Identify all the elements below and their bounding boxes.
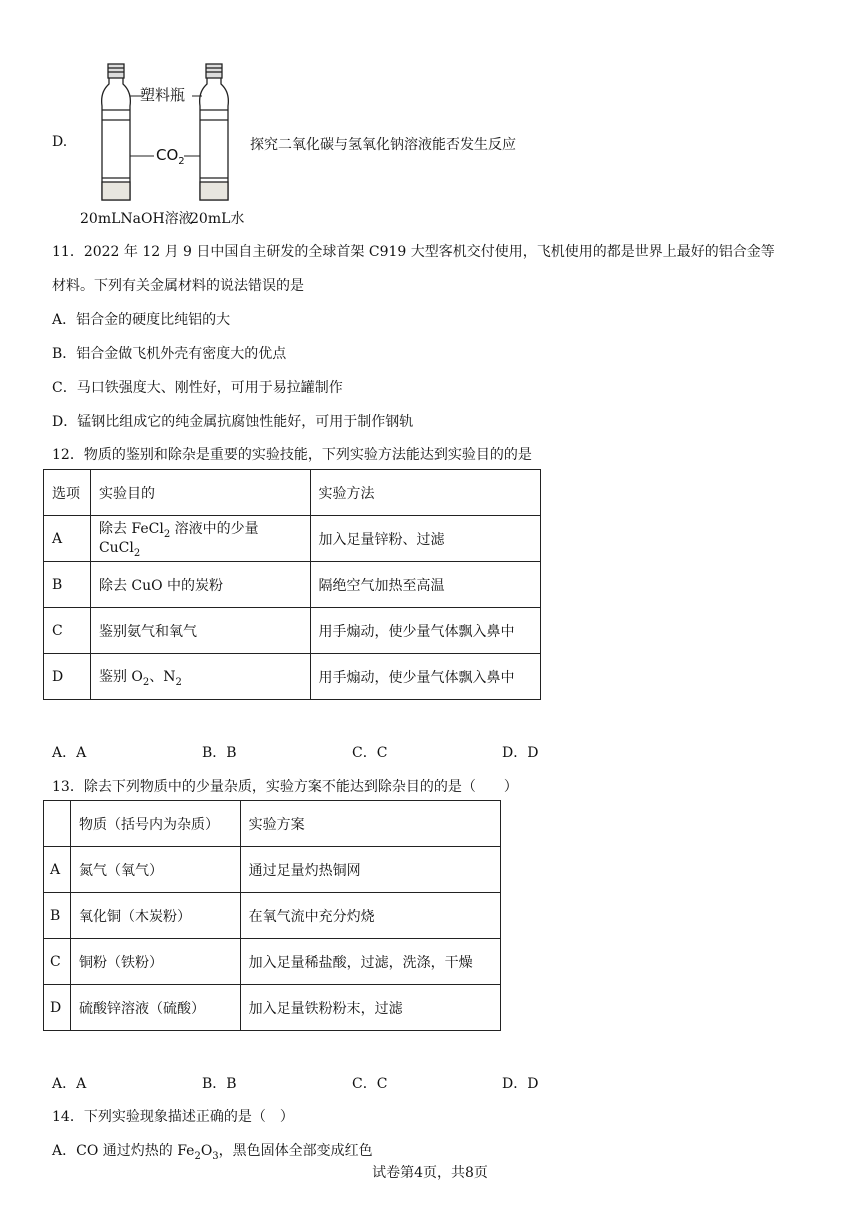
- plan-cell: 在氧气流中充分灼烧: [240, 893, 500, 939]
- option-cell: D: [44, 985, 71, 1031]
- left-bottle: [102, 64, 131, 200]
- table-row: [44, 608, 541, 654]
- q11-stem-line1: 11．2022 年 12 月 9 日中国自主研发的全球首架 C919 大型客机交付使用，飞机使用的都是世界上最好的铝合金等: [52, 244, 775, 260]
- table-row: [44, 654, 541, 700]
- purpose-cell: 鉴别 $O_2$、$N_2$: [90, 654, 310, 700]
- header-cell: 实验方法: [310, 470, 541, 516]
- q10-option-d-text: 探究二氧化碳与氢氧化钠溶液能否发生反应: [250, 137, 516, 153]
- q10-figure: [78, 58, 248, 230]
- option-cell: C: [44, 939, 71, 985]
- table-row: [44, 562, 541, 608]
- header-cell: 物质（括号内为杂质）: [70, 801, 240, 847]
- option-cell: A: [44, 516, 91, 562]
- substance-cell: 氧化铜（木炭粉）: [70, 893, 240, 939]
- q11-option-d: D．锰钢比组成它的纯金属抗腐蚀性能好，可用于制作钢轨: [52, 414, 414, 430]
- q14-stem: 14．下列实验现象描述正确的是（ ）: [52, 1109, 294, 1125]
- q13-answer-a: A．A: [52, 1076, 87, 1092]
- q12-answer-d: D．D: [502, 745, 539, 761]
- purpose-cell: 除去 CuO 中的炭粉: [90, 562, 310, 608]
- header-cell: 实验方案: [240, 801, 500, 847]
- q12-stem: 12．物质的鉴别和除杂是重要的实验技能，下列实验方法能达到实验目的的是: [52, 447, 532, 463]
- substance-cell: 硫酸锌溶液（硫酸）: [70, 985, 240, 1031]
- option-cell: C: [44, 608, 91, 654]
- right-bottle-caption: 20mL水: [190, 211, 245, 227]
- table-header-row: [44, 470, 541, 516]
- q13-table: [43, 800, 501, 1031]
- q13-answer-b: B．B: [202, 1076, 237, 1092]
- substance-cell: 铜粉（铁粉）: [70, 939, 240, 985]
- option-cell: A: [44, 847, 71, 893]
- method-cell: 用手煽动，使少量气体飘入鼻中: [310, 654, 541, 700]
- header-cell: [44, 801, 71, 847]
- plan-cell: 通过足量灼热铜网: [240, 847, 500, 893]
- q13-stem: 13．除去下列物质中的少量杂质，实验方案不能达到除杂目的的是（ ）: [52, 779, 518, 795]
- method-cell: 用手煽动，使少量气体飘入鼻中: [310, 608, 541, 654]
- gas-label: $CO_2$: [156, 146, 185, 167]
- table-row: [44, 847, 501, 893]
- purpose-cell: 鉴别氨气和氧气: [90, 608, 310, 654]
- table-row: [44, 516, 541, 562]
- option-cell: D: [44, 654, 91, 700]
- option-cell: B: [44, 893, 71, 939]
- plan-cell: 加入足量稀盐酸，过滤，洗涤，干燥: [240, 939, 500, 985]
- option-cell: B: [44, 562, 91, 608]
- table-row: [44, 939, 501, 985]
- q12-table: [43, 469, 541, 700]
- q11-option-c: C．马口铁强度大、刚性好，可用于易拉罐制作: [52, 380, 343, 396]
- q13-answer-d: D．D: [502, 1076, 539, 1092]
- q10-option-d-letter: D.: [52, 134, 68, 150]
- method-cell: 加入足量锌粉、过滤: [310, 516, 541, 562]
- q12-answer-a: A．A: [52, 745, 87, 761]
- table-row: [44, 985, 501, 1031]
- bottle-label: 塑料瓶: [140, 86, 186, 104]
- left-bottle-caption: 20mLNaOH溶液: [80, 211, 193, 227]
- plan-cell: 加入足量铁粉粉末，过滤: [240, 985, 500, 1031]
- q11-option-b: B．铝合金做飞机外壳有密度大的优点: [52, 346, 287, 362]
- header-cell: 实验目的: [90, 470, 310, 516]
- purpose-cell: 除去 FeCl$_2$ 溶液中的少量 CuCl$_2$: [90, 516, 310, 562]
- q13-answer-c: C．C: [352, 1076, 388, 1092]
- q11-stem-line2: 材料。下列有关金属材料的说法错误的是: [52, 278, 304, 294]
- table-row: [44, 893, 501, 939]
- page-footer: 试卷第4页，共8页: [372, 1165, 488, 1181]
- q12-answer-b: B．B: [202, 745, 237, 761]
- q14-option-a: A．CO 通过灼热的 $Fe_2O_3$，黑色固体全部变成红色: [52, 1143, 373, 1162]
- q12-answer-c: C．C: [352, 745, 388, 761]
- q11-option-a: A．铝合金的硬度比纯铝的大: [52, 312, 231, 328]
- right-bottle: [200, 64, 229, 200]
- method-cell: 隔绝空气加热至高温: [310, 562, 541, 608]
- header-cell: 选项: [44, 470, 91, 516]
- substance-cell: 氮气（氧气）: [70, 847, 240, 893]
- table-header-row: [44, 801, 501, 847]
